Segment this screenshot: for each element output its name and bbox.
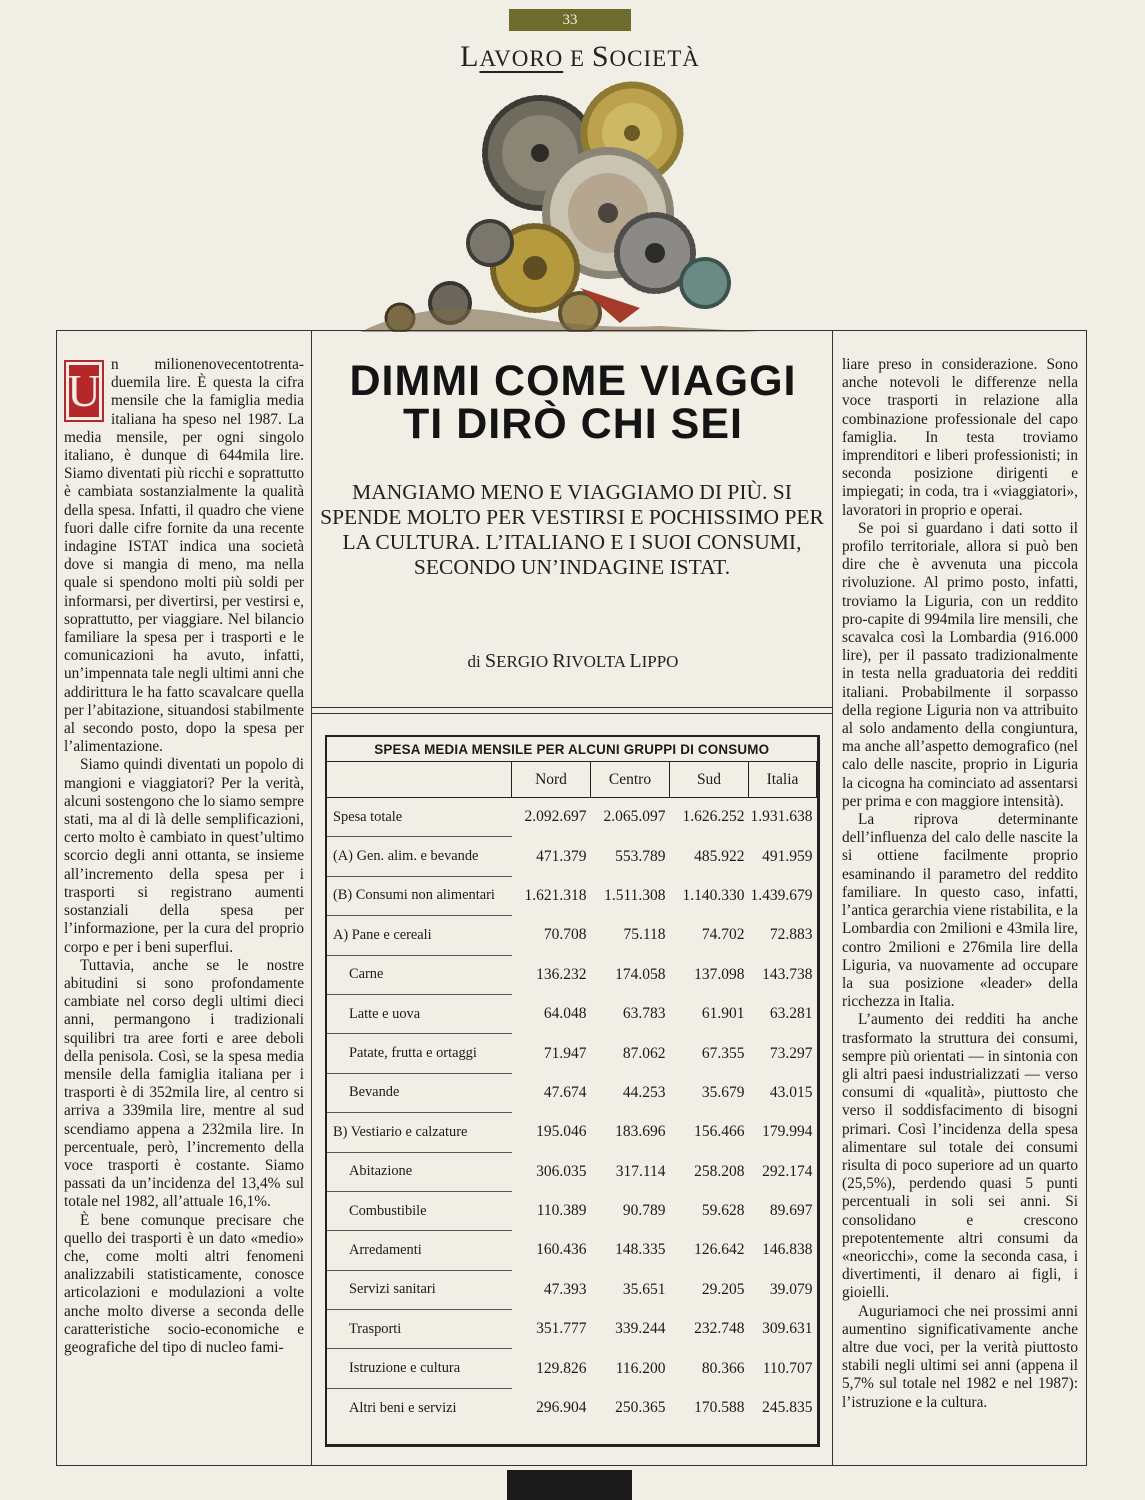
cell-value: 47.674 [543,1083,587,1101]
page-number: 33 [509,9,631,31]
cell-value: 179.994 [762,1123,813,1141]
row-label: (A) Gen. alim. e bevande [327,837,512,876]
right-column [842,356,1078,1460]
table-row [327,1310,817,1349]
table-row [327,876,817,915]
cell-value: 485.922 [694,847,745,865]
paragraph: Auguriamoci che nei prossimi anni aumentino significativamente anche altre due voci, per la verità piuttosto stabili negli ultimi sei anni (appena il 5,7% sul totale nel 1982 e nel 1987): l’istruzione e la cultura. [842,1302,1078,1411]
cell-value: 351.777 [536,1320,587,1338]
cell-value: 553.789 [615,847,666,865]
cell-value: 309.631 [762,1320,813,1338]
table-row [327,1073,817,1112]
cell-value: 1.439.679 [750,886,813,904]
cell-value: 2.092.697 [524,808,587,826]
paragraph: Tuttavia, anche se le nostre abitudini si sono profondamente cambiate nel corso degli ultimi dieci anni, permangono i tradizionali squilibri tra aree forti e aree deboli della penisola. Così, se la spesa media mensile della famiglia italiana per i trasporti è di 352mila lire, al centro si arriva a 339mila lire, mentre al sud scendiamo appena a 232mila lire. In percentuale, però, l’incremento della voce trasporti è costante. Siamo passati da un’incidenza del 13,4% sul totale nel 1982, all’attuale 16,1%. [64,956,304,1211]
table-row [327,1349,817,1388]
cell-value: 73.297 [769,1044,813,1062]
cell-value: 70.708 [543,926,587,944]
cell-value: 471.379 [536,847,587,865]
cell-value: 136.232 [536,965,587,983]
cell-value: 148.335 [615,1241,666,1259]
row-label: Abitazione [327,1152,512,1191]
cell-value: 80.366 [701,1359,745,1377]
table-row [327,994,817,1033]
cell-value: 43.015 [769,1083,813,1101]
row-label: Servizi sanitari [327,1270,512,1309]
cell-value: 174.058 [615,965,666,983]
table-row [327,1388,817,1427]
table-row [327,1152,817,1191]
table-row [327,837,817,876]
cell-value: 232.748 [694,1320,745,1338]
cell-value: 129.826 [536,1359,587,1377]
cell-value: 292.174 [762,1162,813,1180]
cell-value: 126.642 [694,1241,745,1259]
cell-value: 59.628 [701,1202,745,1220]
paragraph: L’aumento dei redditi ha anche trasformato la struttura dei consumi, sempre più orientati — in sintonia con gli altri paesi industrializzati — verso consumi di «qualità», piuttosto che verso il soddisfacimento di bisogni primari. Così l’incidenza della spesa alimentare sul totale dei consumi risulta di poco superiore ad un quarto (25,5%), perdendo quasi 5 punti percentuali in soli sei anni. Si consolidano e crescono prepotentemente altri consumi da «neoricchi», come la seconda casa, i divertimenti, il denaro ai figli, i gioielli. [842,1011,1078,1302]
row-label: Bevande [327,1073,512,1112]
cell-value: 67.355 [701,1044,745,1062]
column-divider-right [832,330,833,1466]
table-row [327,955,817,994]
cell-value: 35.651 [622,1280,666,1298]
row-label: Spesa totale [327,798,512,837]
cell-value: 110.389 [536,1202,587,1220]
table-row [327,1034,817,1073]
cell-value: 64.048 [543,1005,587,1023]
article-subhead: MANGIAMO MENO E VIAGGIAMO DI PIÙ. SI SPENDE MOLTO PER VESTIRSI E POCHISSIMO PER LA CULTURA. L’ITALIANO E I SUOI CONSUMI, SECONDO UN’INDAGINE ISTAT. [320,480,824,579]
paragraph: La riprova determinante dell’influenza del calo delle nascite la si ottiene facilmente proprio esaminando il parametro del reddito familiare. In questo caso, infatti, l’antica gerarchia viene ristabilita, e la Lombardia con 2milioni e 43mila lire, contro 2milioni e 276mila lire della Liguria, va nuovamente ad occupare la sua posizione «leader» della ricchezza in Italia. [842,811,1078,1011]
cell-value: 183.696 [615,1123,666,1141]
row-label: Altri beni e servizi [327,1388,512,1427]
cell-value: 87.062 [622,1044,666,1062]
left-column [64,356,304,1460]
cell-value: 47.393 [543,1280,587,1298]
table-divider-bottom [311,713,832,714]
row-label: Combustibile [327,1191,512,1230]
cell-value: 245.835 [762,1398,813,1416]
cell-value: 250.365 [615,1398,666,1416]
table-row [327,798,817,837]
cell-value: 72.883 [769,926,813,944]
cell-value: 137.098 [694,965,745,983]
cell-value: 491.959 [762,847,813,865]
cell-value: 1.626.252 [682,808,745,826]
column-divider-left [311,330,312,1466]
row-label: Istruzione e cultura [327,1349,512,1388]
row-label: A) Pane e cereali [327,916,512,955]
byline: di SERGIO RIVOLTA LIPPO [467,650,679,672]
cell-value: 63.281 [769,1005,813,1023]
table-row [327,1270,817,1309]
paragraph: Siamo quindi diventati un popolo di mangioni e viaggiatori? Per la verità, alcuni sostengono che lo siamo sempre stati, ma al di là delle semplificazioni, certo molto è cambiato in quest’ultimo scorcio degli anni ottanta, se insieme all’incremento della spesa per i trasporti si registrano aumenti sostanziali della spesa per l’informazione, per la cura del proprio corpo e per i beni superflui. [64,756,304,956]
table-row [327,916,817,955]
cell-value: 1.140.330 [682,886,745,904]
cell-value: 116.200 [615,1359,666,1377]
cell-value: 317.114 [615,1162,666,1180]
drop-cap: U [64,360,104,422]
column-header: Italia [749,762,817,798]
column-header: Sud [670,762,749,798]
paragraph: Se poi si guardano i dati sotto il profilo territoriale, allora si può ben dire che è avvenuta una piccola rivoluzione. Al primo posto, infatti, troviamo la Liguria, con un reddito pro-capite di 994mila lire mensili, che scavalca così la Lombardia (916.000 lire), per il passato tradizionalmente in testa nella graduatoria dei redditi italiani. Probabilmente il sorpasso della regione Liguria non va attribuito al solo andamento della congiuntura, ma anche all’aspetto demografico (nel calo delle nascite, proprio in Liguria la cicogna ha cominciato ad assentarsi per prima e con maggiore intensità). [842,519,1078,810]
gears-illustration [340,78,760,332]
cell-value: 39.079 [769,1280,813,1298]
paragraph: n milionenovecentotrenta-duemila lire. È questa la cifra mensile che la famiglia media italiana ha speso nel 1987. La media mensile, per ogni singolo italiano, è dunque di 644mila lire. Siamo diventati più ricchi e soprattutto è cambiata sostanzialmente la qualità della spesa. Infatti, il quadro che viene fuori dalle cifre fornite da una recente indagine ISTAT indica una società dove si mangia di meno, ma nella quale si spendono molti più soldi per informarsi, per divertirsi, per vestirsi e, soprattutto, per viaggiare. Nel bilancio familiare la spesa per i trasporti e le comunicazioni ha avuto, infatti, un’impennata tale negli ultimi anni che addirittura le ha fatto scavalcare quella per l’abitazione, situandosi stabilmente al secondo posto, dopo la spesa per l’alimentazione. [64,356,304,756]
cell-value: 35.679 [701,1083,745,1101]
cell-value: 89.697 [769,1202,813,1220]
table-header-blank [327,762,512,798]
cell-value: 1.621.318 [524,886,587,904]
cell-value: 74.702 [701,926,745,944]
column-header: Centro [591,762,670,798]
row-label: (B) Consumi non alimentari [327,876,512,915]
cell-value: 1.931.638 [750,808,813,826]
table-row [327,1231,817,1270]
cell-value: 2.065.097 [603,808,666,826]
row-label: Trasporti [327,1310,512,1349]
cell-value: 75.118 [623,926,666,944]
cell-value: 29.205 [701,1280,745,1298]
row-label: B) Vestiario e calzature [327,1113,512,1152]
table-row [327,1113,817,1152]
cell-value: 71.947 [543,1044,587,1062]
cell-value: 90.789 [622,1202,666,1220]
cell-value: 156.466 [694,1123,745,1141]
cell-value: 63.783 [622,1005,666,1023]
cell-value: 143.738 [762,965,813,983]
cell-value: 170.588 [694,1398,745,1416]
cell-value: 146.838 [762,1241,813,1259]
cell-value: 195.046 [536,1123,587,1141]
cell-value: 1.511.308 [604,886,666,904]
table-row [327,1191,817,1230]
cell-value: 61.901 [701,1005,745,1023]
row-label: Carne [327,955,512,994]
cell-value: 44.253 [622,1083,666,1101]
footer-bar [507,1470,632,1500]
section-title: LAVORO E SOCIETÀ [460,40,700,73]
cell-value: 110.707 [762,1359,813,1377]
row-label: Arredamenti [327,1231,512,1270]
cell-value: 339.244 [615,1320,666,1338]
cell-value: 306.035 [536,1162,587,1180]
spending-table [325,735,820,1447]
table-title: SPESA MEDIA MENSILE PER ALCUNI GRUPPI DI CONSUMO [327,737,817,762]
paragraph: È bene comunque precisare che quello dei trasporti è un dato «medio» che, come molti altri fenomeni analizzabili statisticamente, conosce articolazioni e modulazioni a volte anche molto diverse a seconda delle caratteristiche socio-economiche e geografiche del tipo di nucleo fami- [64,1211,304,1356]
cell-value: 258.208 [694,1162,745,1180]
table-divider-top [311,707,832,708]
row-label: Latte e uova [327,994,512,1033]
paragraph: liare preso in considerazione. Sono anche notevoli le differenze nella voce trasporti in relazione alla combinazione professionale del capo famiglia. In testa troviamo imprenditori e liberi professionisti; in seconda posizione dirigenti e impiegati; in coda, tra i «viaggiatori», lavoratori in proprio e operai. [842,356,1078,519]
column-header: Nord [512,762,591,798]
cell-value: 296.904 [536,1398,587,1416]
article-headline: DIMMI COME VIAGGI TI DIRÒ CHI SEI [349,357,797,448]
row-label: Patate, frutta e ortaggi [327,1034,512,1073]
cell-value: 160.436 [536,1241,587,1259]
